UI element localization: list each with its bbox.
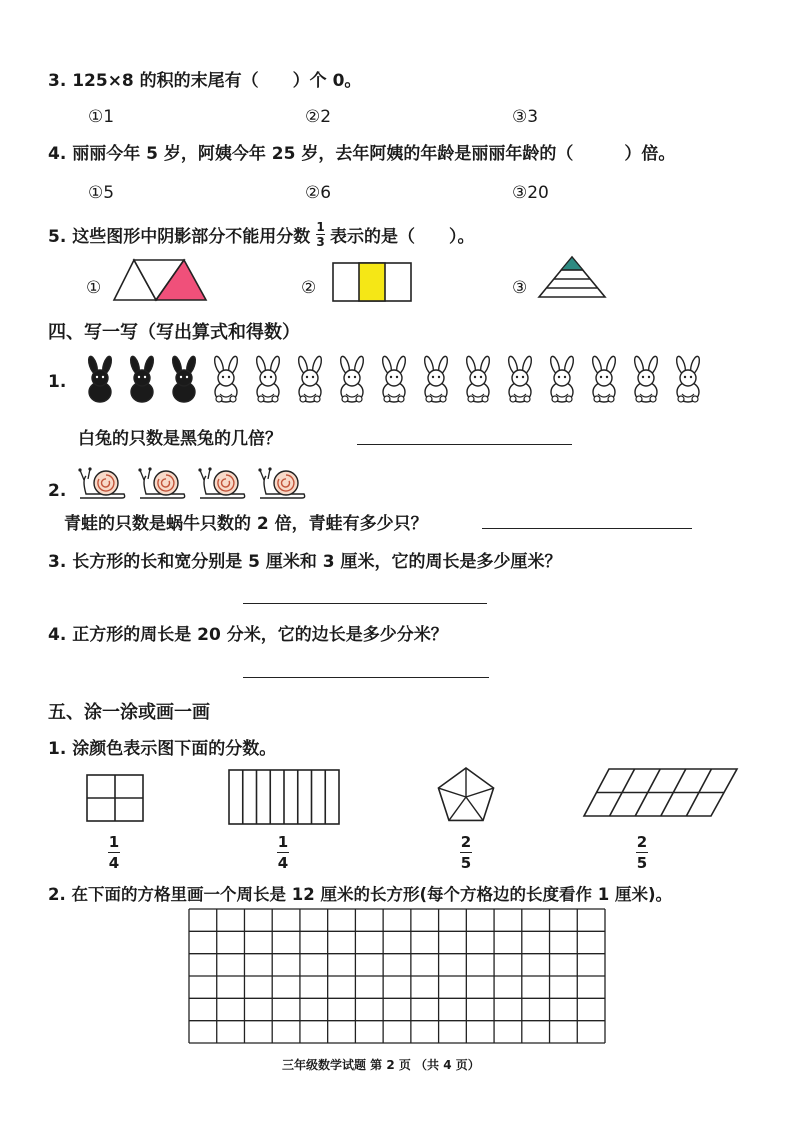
white-rabbit-icon [633,355,659,402]
snail-icon [138,467,184,498]
s5-fraction-1-num: 1 [108,833,120,851]
s5-q1-text: 1. 涂颜色表示图下面的分数。 [48,739,277,759]
s4-q4-text: 4. 正方形的周长是 20 分米，它的边长是多少分米？ [48,625,448,645]
pentagon-figure[interactable] [435,766,497,824]
s5-fraction-2-den: 4 [277,854,289,872]
square-quarters-figure[interactable] [86,774,144,822]
s5-fraction-3-bar [460,852,472,853]
s5-fraction-3 [460,834,472,871]
s5-fraction-3-num: 2 [460,833,472,851]
s5-fraction-4-num: 2 [636,833,648,851]
s4-q4-answer-line[interactable] [243,677,489,678]
snail-icon [78,467,124,498]
q5-marker-2[interactable]: ② [301,278,317,298]
snail-row [78,466,318,502]
drawing-grid[interactable] [188,908,606,1044]
white-rabbit-icon [381,355,407,402]
white-rabbit-icon [465,355,491,402]
q5-fraction-den: 3 [316,235,325,249]
q4-text: 4. 丽丽今年 5 岁，阿姨今年 25 岁，去年阿姨的年龄是丽丽年龄的（ ）倍。 [48,144,676,164]
s4-q1-answer-line[interactable] [357,444,572,445]
white-rabbit-icon [255,355,281,402]
black-rabbit-icon [87,355,113,402]
s4-q2-answer-line[interactable] [482,528,692,529]
section5-title: 五、涂一涂或画一画 [48,702,210,723]
page-footer: 三年级数学试题 第 2 页 （共 4 页） [282,1058,480,1072]
white-rabbit-icon [549,355,575,402]
q5-marker-3[interactable]: ③ [512,278,528,298]
q5-pyramid-figure [537,255,607,299]
white-rabbit-icon [423,355,449,402]
q5-fraction-num: 1 [316,220,325,234]
parallelogram-figure[interactable] [583,768,739,818]
snail-icon [198,467,244,498]
s4-q2-number: 2. [48,481,67,501]
s4-q1-number: 1. [48,372,67,392]
white-rabbit-icon [213,355,239,402]
s4-q3-answer-line[interactable] [243,603,487,604]
black-rabbit-icon [129,355,155,402]
s5-fraction-1-den: 4 [108,854,120,872]
s5-fraction-2-bar [277,852,289,853]
snail-icon [258,467,304,498]
s5-fraction-2 [277,834,289,871]
white-rabbit-icon [591,355,617,402]
black-rabbit-icon [171,355,197,402]
s5-q2-text: 2. 在下面的方格里画一个周长是 12 厘米的长方形(每个方格边的长度看作 1 厘米)。 [48,885,672,904]
s5-fraction-2-num: 1 [277,833,289,851]
q4-option-2[interactable]: ②6 [305,183,332,203]
white-rabbit-icon [507,355,533,402]
s5-fraction-4-bar [636,852,648,853]
section4-title: 四、写一写（写出算式和得数） [48,322,300,343]
q3-option-3[interactable]: ③3 [512,107,539,127]
s5-fraction-3-den: 5 [460,854,472,872]
s4-q3-text: 3. 长方形的长和宽分别是 5 厘米和 3 厘米，它的周长是多少厘米？ [48,552,562,572]
s5-fraction-4-den: 5 [636,854,648,872]
q5-text-before: 5. 这些图形中阴影部分不能用分数 [48,227,311,247]
q3-option-1[interactable]: ①1 [88,107,115,127]
q5-fraction [316,221,325,248]
s5-fraction-1 [108,834,120,871]
s5-fraction-1-bar [108,852,120,853]
s4-q2-question: 青蛙的只数是蜗牛只数的 2 倍，青蛙有多少只？ [64,514,428,534]
striped-rectangle-figure[interactable] [228,769,340,825]
q5-triangles-figure [112,258,208,302]
q5-marker-1[interactable]: ① [86,278,102,298]
white-rabbit-icon [297,355,323,402]
white-rabbit-icon [339,355,365,402]
white-rabbit-icon [675,355,701,402]
q5-rectangle-figure [332,262,412,302]
q3-text: 3. 125×8 的积的末尾有（ ）个 0。 [48,71,362,91]
rabbit-row [78,356,708,404]
s5-fraction-4 [636,834,648,871]
s4-q1-question: 白兔的只数是黑兔的几倍？ [78,429,282,449]
q4-option-1[interactable]: ①5 [88,183,115,203]
q3-option-2[interactable]: ②2 [305,107,332,127]
q4-option-3[interactable]: ③20 [512,183,549,203]
q5-text-after: 表示的是（ ）。 [330,227,475,247]
